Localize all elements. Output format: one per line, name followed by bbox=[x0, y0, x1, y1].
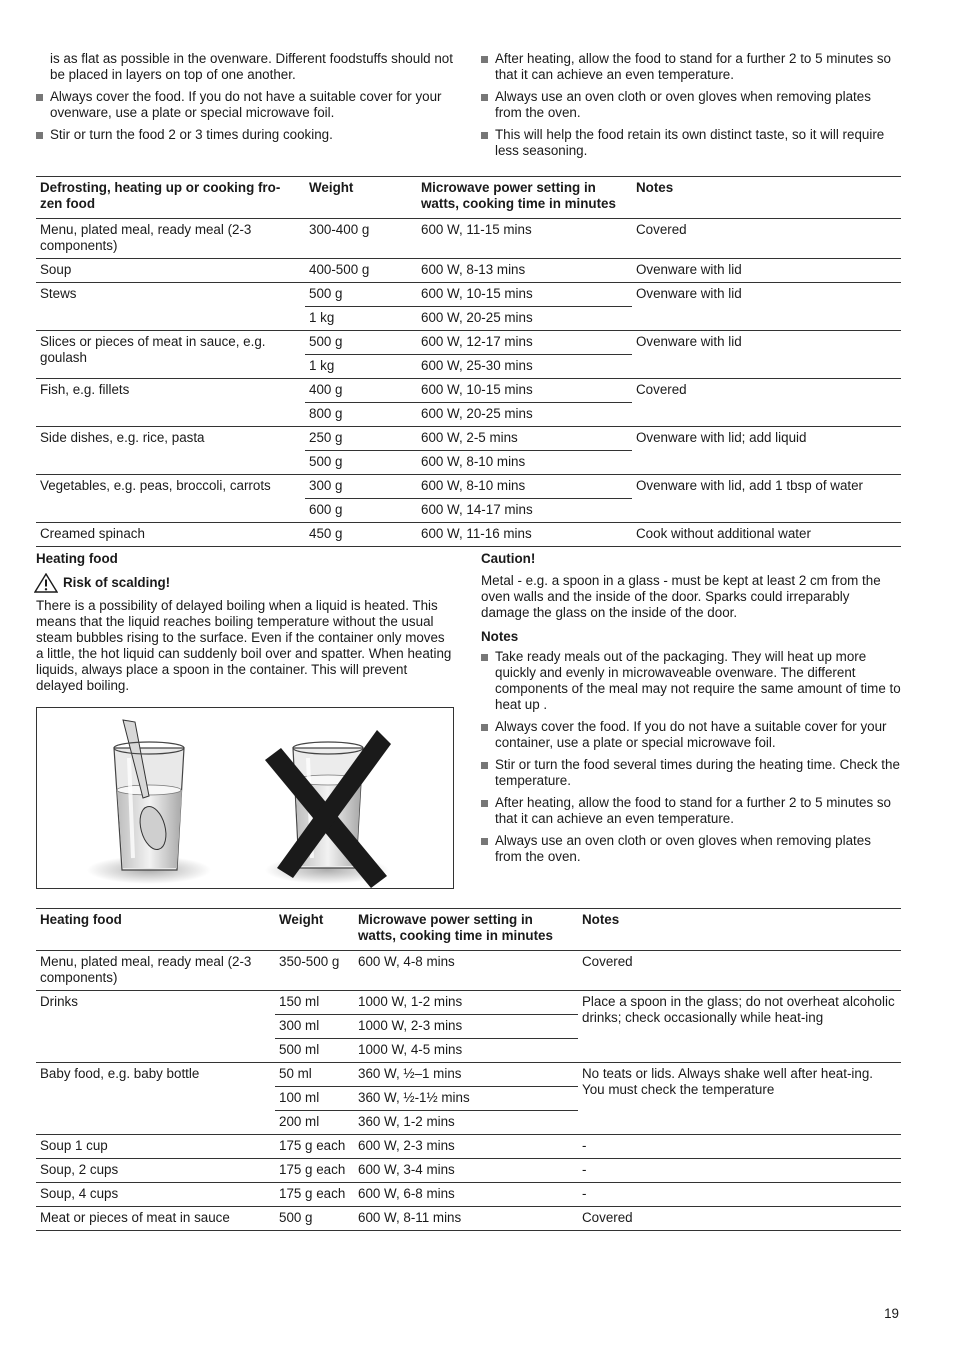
cell-weight: 300 ml bbox=[275, 1015, 354, 1039]
list-item: Always cover the food. If you do not have a suitable cover for your container, use a plate or special microwave foil. bbox=[481, 719, 901, 751]
column-header: Notes bbox=[632, 177, 901, 219]
cell-power: 600 W, 14-17 mins bbox=[417, 499, 632, 523]
glass-illustration bbox=[37, 708, 453, 888]
cell-weight: 500 g bbox=[305, 283, 417, 307]
cell-weight: 800 g bbox=[305, 403, 417, 427]
section-heading: Heating food bbox=[36, 551, 118, 566]
cell-food: Creamed spinach bbox=[36, 523, 305, 547]
table-row bbox=[36, 1183, 901, 1207]
cell-power: 600 W, 10-15 mins bbox=[417, 379, 632, 403]
cell-notes: Cook without additional water bbox=[632, 523, 901, 547]
cell-weight: 175 g each bbox=[275, 1183, 354, 1207]
cell-notes: Covered bbox=[578, 951, 901, 991]
cell-food: Meat or pieces of meat in sauce bbox=[36, 1207, 275, 1231]
cell-weight: 150 ml bbox=[275, 991, 354, 1015]
table-row bbox=[36, 379, 901, 403]
cell-weight: 600 g bbox=[305, 499, 417, 523]
cell-food: Stews bbox=[36, 283, 305, 331]
cell-power: 600 W, 11-15 mins bbox=[417, 219, 632, 259]
column-header: Heating food bbox=[36, 909, 275, 951]
cell-weight: 450 g bbox=[305, 523, 417, 547]
cell-power: 360 W, ½-1½ mins bbox=[354, 1087, 578, 1111]
cell-notes: Covered bbox=[578, 1207, 901, 1231]
table-row bbox=[36, 427, 901, 451]
cell-power: 600 W, 12-17 mins bbox=[417, 331, 632, 355]
caution-heading: Caution! bbox=[481, 551, 536, 566]
table-header-row bbox=[36, 177, 901, 219]
cell-food: Menu, plated meal, ready meal (2-3 components) bbox=[36, 951, 275, 991]
table-row bbox=[36, 1207, 901, 1231]
table-row bbox=[36, 1063, 901, 1087]
notes-heading: Notes bbox=[481, 629, 519, 644]
cell-weight: 400-500 g bbox=[305, 259, 417, 283]
cell-food: Soup, 2 cups bbox=[36, 1159, 275, 1183]
table-row bbox=[36, 475, 901, 499]
caution-text: Metal - e.g. a spoon in a glass - must be kept at least 2 cm from the oven walls and the inside of the door. Sparks could irreparably damage the glass on the inside of the door. bbox=[481, 573, 881, 620]
cell-power: 360 W, 1-2 mins bbox=[354, 1111, 578, 1135]
cell-food: Slices or pieces of meat in sauce, e.g. goulash bbox=[36, 331, 305, 379]
table-header-row bbox=[36, 909, 901, 951]
glass-with-spoon bbox=[87, 720, 211, 884]
list-item: Always use an oven cloth or oven gloves when removing plates from the oven. bbox=[481, 89, 901, 121]
cell-food: Soup bbox=[36, 259, 305, 283]
cell-power: 1000 W, 2-3 mins bbox=[354, 1015, 578, 1039]
cell-weight: 500 g bbox=[305, 331, 417, 355]
cell-notes: - bbox=[578, 1159, 901, 1183]
cell-power: 1000 W, 1-2 mins bbox=[354, 991, 578, 1015]
cell-weight: 500 g bbox=[305, 451, 417, 475]
cell-power: 600 W, 8-10 mins bbox=[417, 451, 632, 475]
cell-power: 600 W, 8-13 mins bbox=[417, 259, 632, 283]
cell-power: 600 W, 3-4 mins bbox=[354, 1159, 578, 1183]
cell-notes: Ovenware with lid; add liquid bbox=[632, 427, 901, 475]
cell-notes: - bbox=[578, 1183, 901, 1207]
list-item: Take ready meals out of the packaging. They will heat up more quickly and evenly in microwaveable ovenware. The different components of the meal may not require the same amount of time to heat up . bbox=[481, 649, 901, 713]
cell-food: Side dishes, e.g. rice, pasta bbox=[36, 427, 305, 475]
cell-power: 600 W, 11-16 mins bbox=[417, 523, 632, 547]
cell-food: Vegetables, e.g. peas, broccoli, carrots bbox=[36, 475, 305, 523]
table-row bbox=[36, 523, 901, 547]
cell-weight: 100 ml bbox=[275, 1087, 354, 1111]
defrosting-table bbox=[36, 176, 901, 547]
top-right-column bbox=[481, 51, 901, 165]
cell-power: 600 W, 2-3 mins bbox=[354, 1135, 578, 1159]
cell-power: 600 W, 8-11 mins bbox=[354, 1207, 578, 1231]
cell-food: Soup, 4 cups bbox=[36, 1183, 275, 1207]
cell-food: Drinks bbox=[36, 991, 275, 1063]
warning-title: Risk of scalding! bbox=[63, 575, 171, 590]
cell-power: 600 W, 8-10 mins bbox=[417, 475, 632, 499]
column-header: Weight bbox=[305, 177, 417, 219]
cell-notes: - bbox=[578, 1135, 901, 1159]
cell-notes: Covered bbox=[632, 219, 901, 259]
cell-weight: 175 g each bbox=[275, 1159, 354, 1183]
cell-weight: 300 g bbox=[305, 475, 417, 499]
cell-weight: 175 g each bbox=[275, 1135, 354, 1159]
table-row bbox=[36, 1159, 901, 1183]
warning-heading bbox=[36, 573, 454, 593]
cell-notes: Ovenware with lid bbox=[632, 259, 901, 283]
cell-notes: Ovenware with lid, add 1 tbsp of water bbox=[632, 475, 901, 523]
list-item: Stir or turn the food 2 or 3 times during cooking. bbox=[36, 127, 456, 143]
caution-notes-column bbox=[481, 551, 901, 871]
table-row bbox=[36, 1135, 901, 1159]
table-row bbox=[36, 331, 901, 355]
cell-weight: 350-500 g bbox=[275, 951, 354, 991]
cell-weight: 500 ml bbox=[275, 1039, 354, 1063]
cell-notes: Ovenware with lid bbox=[632, 331, 901, 379]
table-row bbox=[36, 259, 901, 283]
column-header: Notes bbox=[578, 909, 901, 951]
list-item: is as flat as possible in the ovenware. Different foodstuffs should not be placed in layers on top of one another. bbox=[50, 51, 453, 82]
cell-weight: 500 g bbox=[275, 1207, 354, 1231]
cell-notes: No teats or lids. Always shake well after heat-ing. You must check the temperature bbox=[578, 1063, 901, 1135]
table-row bbox=[36, 283, 901, 307]
warning-triangle-icon bbox=[34, 573, 58, 593]
cell-food: Fish, e.g. fillets bbox=[36, 379, 305, 427]
list-item: After heating, allow the food to stand for a further 2 to 5 minutes so that it can achieve an even temperature. bbox=[481, 795, 901, 827]
column-header: Microwave power setting in watts, cooking time in minutes bbox=[354, 909, 578, 951]
column-header: Microwave power setting in watts, cooking time in minutes bbox=[417, 177, 632, 219]
cell-power: 600 W, 2-5 mins bbox=[417, 427, 632, 451]
cell-power: 600 W, 10-15 mins bbox=[417, 283, 632, 307]
cell-notes: Covered bbox=[632, 379, 901, 427]
cell-food: Baby food, e.g. baby bottle bbox=[36, 1063, 275, 1135]
cell-weight: 1 kg bbox=[305, 307, 417, 331]
list-item: This will help the food retain its own distinct taste, so it will require less seasoning. bbox=[481, 127, 901, 159]
warning-text: There is a possibility of delayed boiling when a liquid is heated. This means that the liquid reaches boiling temperature without the usual steam bubbles rising to the surface. Even if the container only moves a little, the hot liquid can suddenly boil over and spatter. When heating liquids, always place a spoon in the container. This will prevent delayed boiling. bbox=[36, 598, 452, 693]
column-header: Weight bbox=[275, 909, 354, 951]
cell-power: 600 W, 20-25 mins bbox=[417, 307, 632, 331]
cell-power: 1000 W, 4-5 mins bbox=[354, 1039, 578, 1063]
cell-power: 600 W, 4-8 mins bbox=[354, 951, 578, 991]
cell-weight: 200 ml bbox=[275, 1111, 354, 1135]
cell-weight: 400 g bbox=[305, 379, 417, 403]
table-row bbox=[36, 991, 901, 1015]
heating-table bbox=[36, 908, 901, 1231]
cell-notes: Ovenware with lid bbox=[632, 283, 901, 331]
cell-weight: 250 g bbox=[305, 427, 417, 451]
list-item: Stir or turn the food several times during the heating time. Check the temperature. bbox=[481, 757, 901, 789]
cell-notes: Place a spoon in the glass; do not overheat alcoholic drinks; check occasionally while heat-ing bbox=[578, 991, 901, 1063]
cell-food: Soup 1 cup bbox=[36, 1135, 275, 1159]
list-item: Always use an oven cloth or oven gloves when removing plates from the oven. bbox=[481, 833, 901, 865]
cell-weight: 300-400 g bbox=[305, 219, 417, 259]
page-number: 19 bbox=[884, 1306, 899, 1321]
heating-section bbox=[36, 551, 454, 694]
top-left-column bbox=[36, 51, 456, 149]
column-header: Defrosting, heating up or cooking fro-zen food bbox=[36, 177, 305, 219]
cell-power: 360 W, ½–1 mins bbox=[354, 1063, 578, 1087]
cell-power: 600 W, 25-30 mins bbox=[417, 355, 632, 379]
cell-power: 600 W, 6-8 mins bbox=[354, 1183, 578, 1207]
table-row bbox=[36, 951, 901, 991]
cell-weight: 1 kg bbox=[305, 355, 417, 379]
table-row bbox=[36, 219, 901, 259]
cell-weight: 50 ml bbox=[275, 1063, 354, 1087]
cell-power: 600 W, 20-25 mins bbox=[417, 403, 632, 427]
spoon-in-glass-illustration bbox=[36, 707, 454, 889]
list-item: After heating, allow the food to stand for a further 2 to 5 minutes so that it can achieve an even temperature. bbox=[481, 51, 901, 83]
list-item: Always cover the food. If you do not have a suitable cover for your ovenware, use a plate or special microwave foil. bbox=[36, 89, 456, 121]
cell-food: Menu, plated meal, ready meal (2-3 components) bbox=[36, 219, 305, 259]
